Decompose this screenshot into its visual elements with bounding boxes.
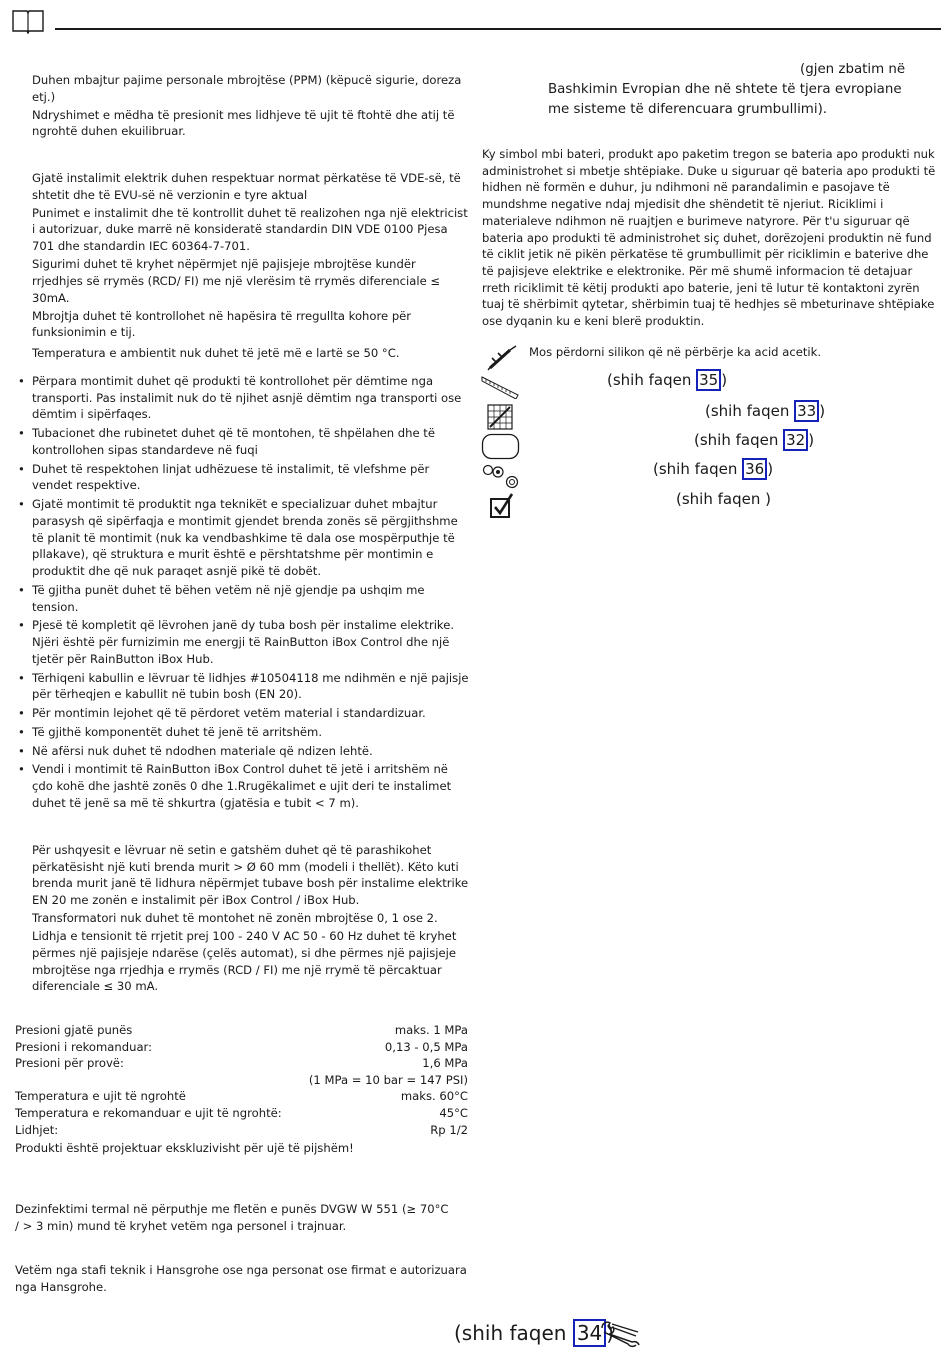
spec-row: Lidhjet: Rp 1/2 xyxy=(15,1122,468,1137)
see-page-ref-36: (shih faqen 36 ) xyxy=(653,460,774,478)
grid-diagram-icon xyxy=(486,403,526,429)
measurement-icon xyxy=(480,373,520,399)
page-link[interactable]: 32 xyxy=(783,429,808,451)
service-text: Vetëm nga stafi teknik i Hansgrohe ose nga personat ose firmat e autorizuara nga Hansgrohe. xyxy=(15,1263,467,1294)
see-page-ref-empty: (shih faqen ) xyxy=(676,490,771,508)
checkbox-icon xyxy=(488,492,528,518)
silicone-note: Mos përdorni silikon që në përbërje ka acid acetik. xyxy=(529,345,822,359)
spec-row: Temperatura e rekomanduar e ujit të ngrohtë: 45°C xyxy=(15,1105,468,1120)
paragraph: Duhen mbajtur pajime personale mbrojtëse (PPM) (këpucë sigurie, doreza etj.) xyxy=(32,73,462,104)
electrical-block xyxy=(32,170,470,363)
list-item: • Tubacionet dhe rubinetet duhet që të montohen, të shpëlahen dhe të kontrollohen sipas standardeve në fuqi xyxy=(16,425,470,458)
technical-data xyxy=(15,1022,468,1157)
paragraph: Mbrojtja duhet të kontrollohet në hapësira të rregullta kohore për funksionimin e tij. xyxy=(32,308,412,340)
paragraph: Gjatë instalimit elektrik duhen respektuar normat përkatëse të VDE-së, të shtetit dhe të EVU-së në verzionin e tyre aktual xyxy=(32,171,461,202)
list-item: • Përpara montimit duhet që produkti të kontrollohet për dëmtime nga transporti. Pas instalimit nuk do të njihet asnjë dëmtim nga transporti ose dëmtim i sipërfaqes. xyxy=(16,373,470,423)
paragraph: Sigurimi duhet të kryhet nëpërmjet një pajisjeje mbrojtëse kundër rrjedhjes së rrymës (RCD/ FI) me një vlerësim të rrymës diferenciale ≤ 30mA. xyxy=(32,257,441,305)
see-page-ref-33: (shih faqen 33 ) xyxy=(705,402,826,420)
footer-see-page-ref: (shih faqen 34 ) xyxy=(454,1321,615,1345)
paragraph: Lidhja e tensionit të rrjetit prej 100 - 240 V AC 50 - 60 Hz duhet të kryhet përmes një pajisjeje ndarëse (çelës automat), si dhe përmes një pajisjeje mbrojtëse nga rrjedhja e rrymës (RCD / FI) me një rrymë të përcaktuar diferenciale ≤ 30 mA. xyxy=(32,929,457,994)
spare-parts-icon xyxy=(481,462,521,488)
see-page-ref-35: (shih faqen 35 ) xyxy=(607,371,728,389)
silicone-gun-icon xyxy=(484,344,524,370)
list-item: • Vendi i montimit të RainButton iBox Control duhet të jetë i arritshëm në çdo kohë dhe jashtë zonës 0 dhe 1.Rrugëkalimet e ujit deri te instalimet duhet të jenë sa më të shkurtra (gjatësia e tubit < 7 m). xyxy=(16,761,470,811)
rounded-rect-icon xyxy=(481,433,521,459)
disposal-line1: (gjen zbatim në xyxy=(800,62,906,77)
list-item: • Tërhiqeni kabullin e lëvruar të lidhjes #10504118 me ndihmën e një pajisje për tërheqjen e kabullit në tubin bosh (EN 20). xyxy=(16,670,470,703)
page-link[interactable]: 35 xyxy=(696,369,721,391)
spec-row: Presioni gjatë punës maks. 1 MPa xyxy=(15,1023,468,1037)
list-item: • Pjesë të kompletit që lëvrohen janë dy tuba bosh për instalime elektrike. Njëri është për furnizimin me energji të RainButton iBox Control dhe një tjetër për RainButton iBox Hub. xyxy=(16,617,470,667)
paragraph: Ndryshimet e mëdha të presionit mes lidhjeve të ujit të ftohtë dhe atij të ngrohtë duhen ekuilibruar. xyxy=(32,107,455,139)
list-item: • Duhet të respektohen linjat udhëzuese të instalimit, të vlefshme për vendet respektive. xyxy=(16,461,470,494)
ppe-block xyxy=(32,72,470,141)
page-link[interactable]: 36 xyxy=(742,458,767,480)
spec-row: (1 MPa = 10 bar = 147 PSI) xyxy=(308,1072,468,1087)
paragraph: Punimet e instalimit dhe të kontrollit duhet të realizohen nga një elektricist i autorizuar, duke marrë në konsideratë standardin DIN VDE 0100 Pjesa 701 dhe standardin IEC 60364-7-701. xyxy=(32,205,468,254)
page-link[interactable]: 34 xyxy=(573,1319,606,1347)
list-item: • Për montimin lejohet që të përdoret vetëm material i standardizuar. xyxy=(16,705,470,722)
see-page-ref-32: (shih faqen 32 ) xyxy=(694,431,815,449)
manual-book-icon xyxy=(11,8,45,34)
paragraph: Për ushqyesit e lëvruar në setin e gatshëm duhet që të parashikohet përkatësisht një kuti brenda murit > Ø 60 mm (modeli i thellët). Këto kuti brenda murit janë të lidhura nëpërmjet tubave bosh për instalime elektrike EN 20 me zonën e instalimit për iBox Control / iBox Hub. xyxy=(32,843,469,908)
list-item: • Të gjitha punët duhet të bëhen vetëm në një gjendje pa ushqim me tension. xyxy=(16,582,470,615)
installation-bullets xyxy=(16,373,470,814)
power-supply-block xyxy=(32,842,470,996)
battery-text: Ky simbol mbi bateri, produkt apo paketim tregon se bateria apo produkti nuk administrohet si mbetje shtëpiake. Duke u siguruar që bateria apo produkti të hidhen në formën e duhur, ju ndihmoni në parandalimin e pasojave të mundshme negative ndaj mjedisit dhe shëndetit të njeriut. Riciklimi i materialeve ndihmon në ruajtjen e burimeve natyrore. Për t'u siguruar që bateria apo produkti të administrohet siç duhet, dorëzojeni produktin në fund të ciklit jetik në pikën përkatëse të grumbullimit për riciklimin e baterive dhe të pajisjeve elektrike e elektronike. Për më shumë informacion të detajuar rreth riciklimit të këtij produkti apo baterie, jeni të lutur të kontaktoni zyrën tuaj të shërbimit qytetar, shërbimin tuaj të hedhjes së mbeturinave shtëpiake ose dyqanin ku e keni blerë produktin. xyxy=(482,147,936,329)
wrench-icon xyxy=(598,1320,642,1348)
list-item: • Gjatë montimit të produktit nga teknikët e specializuar duhet mbajtur parasysh që sipërfaqja e montimit gjendet brenda zonës së përgjithshme të planit të montimit (nuk ka vendbashkime të dala ose mospërputhje të pllakave), që struktura e murit është e përshtatshme për montimin e produktit dhe që nuk paraqet asnjë pikë të dobët. xyxy=(16,496,470,580)
paragraph: Temperatura e ambientit nuk duhet të jetë më e lartë se 50 °C. xyxy=(32,345,400,360)
spec-row: Presioni për provë: 1,6 MPa xyxy=(15,1056,468,1071)
spec-note: Produkti është projektuar ekskluzivisht për ujë të pijshëm! xyxy=(15,1141,354,1156)
spec-row: Temperatura e ujit të ngrohtë maks. 60°C xyxy=(15,1089,468,1104)
disposal-text: Bashkimin Evropian dhe në shtete të tjera evropiane me sisteme të diferencuara grumbullimi). xyxy=(548,82,902,117)
spec-row: Presioni i rekomanduar: 0,13 - 0,5 MPa xyxy=(15,1039,468,1054)
page-link[interactable]: 33 xyxy=(794,400,819,422)
list-item: • Në afërsi nuk duhet të ndodhen materiale që ndizen lehtë. xyxy=(16,743,470,760)
paragraph: Transformatori nuk duhet të montohet në zonën mbrojtëse 0, 1 ose 2. xyxy=(32,911,438,926)
disinfection-text: Dezinfektimi termal në përputhje me fletën e punës DVGW W 551 (≥ 70°C / > 3 min) mund të kryhet vetëm nga personel i trajnuar. xyxy=(15,1202,449,1233)
header-rule xyxy=(55,28,941,30)
list-item: • Të gjithë komponentët duhet të jenë të arritshëm. xyxy=(16,724,470,741)
